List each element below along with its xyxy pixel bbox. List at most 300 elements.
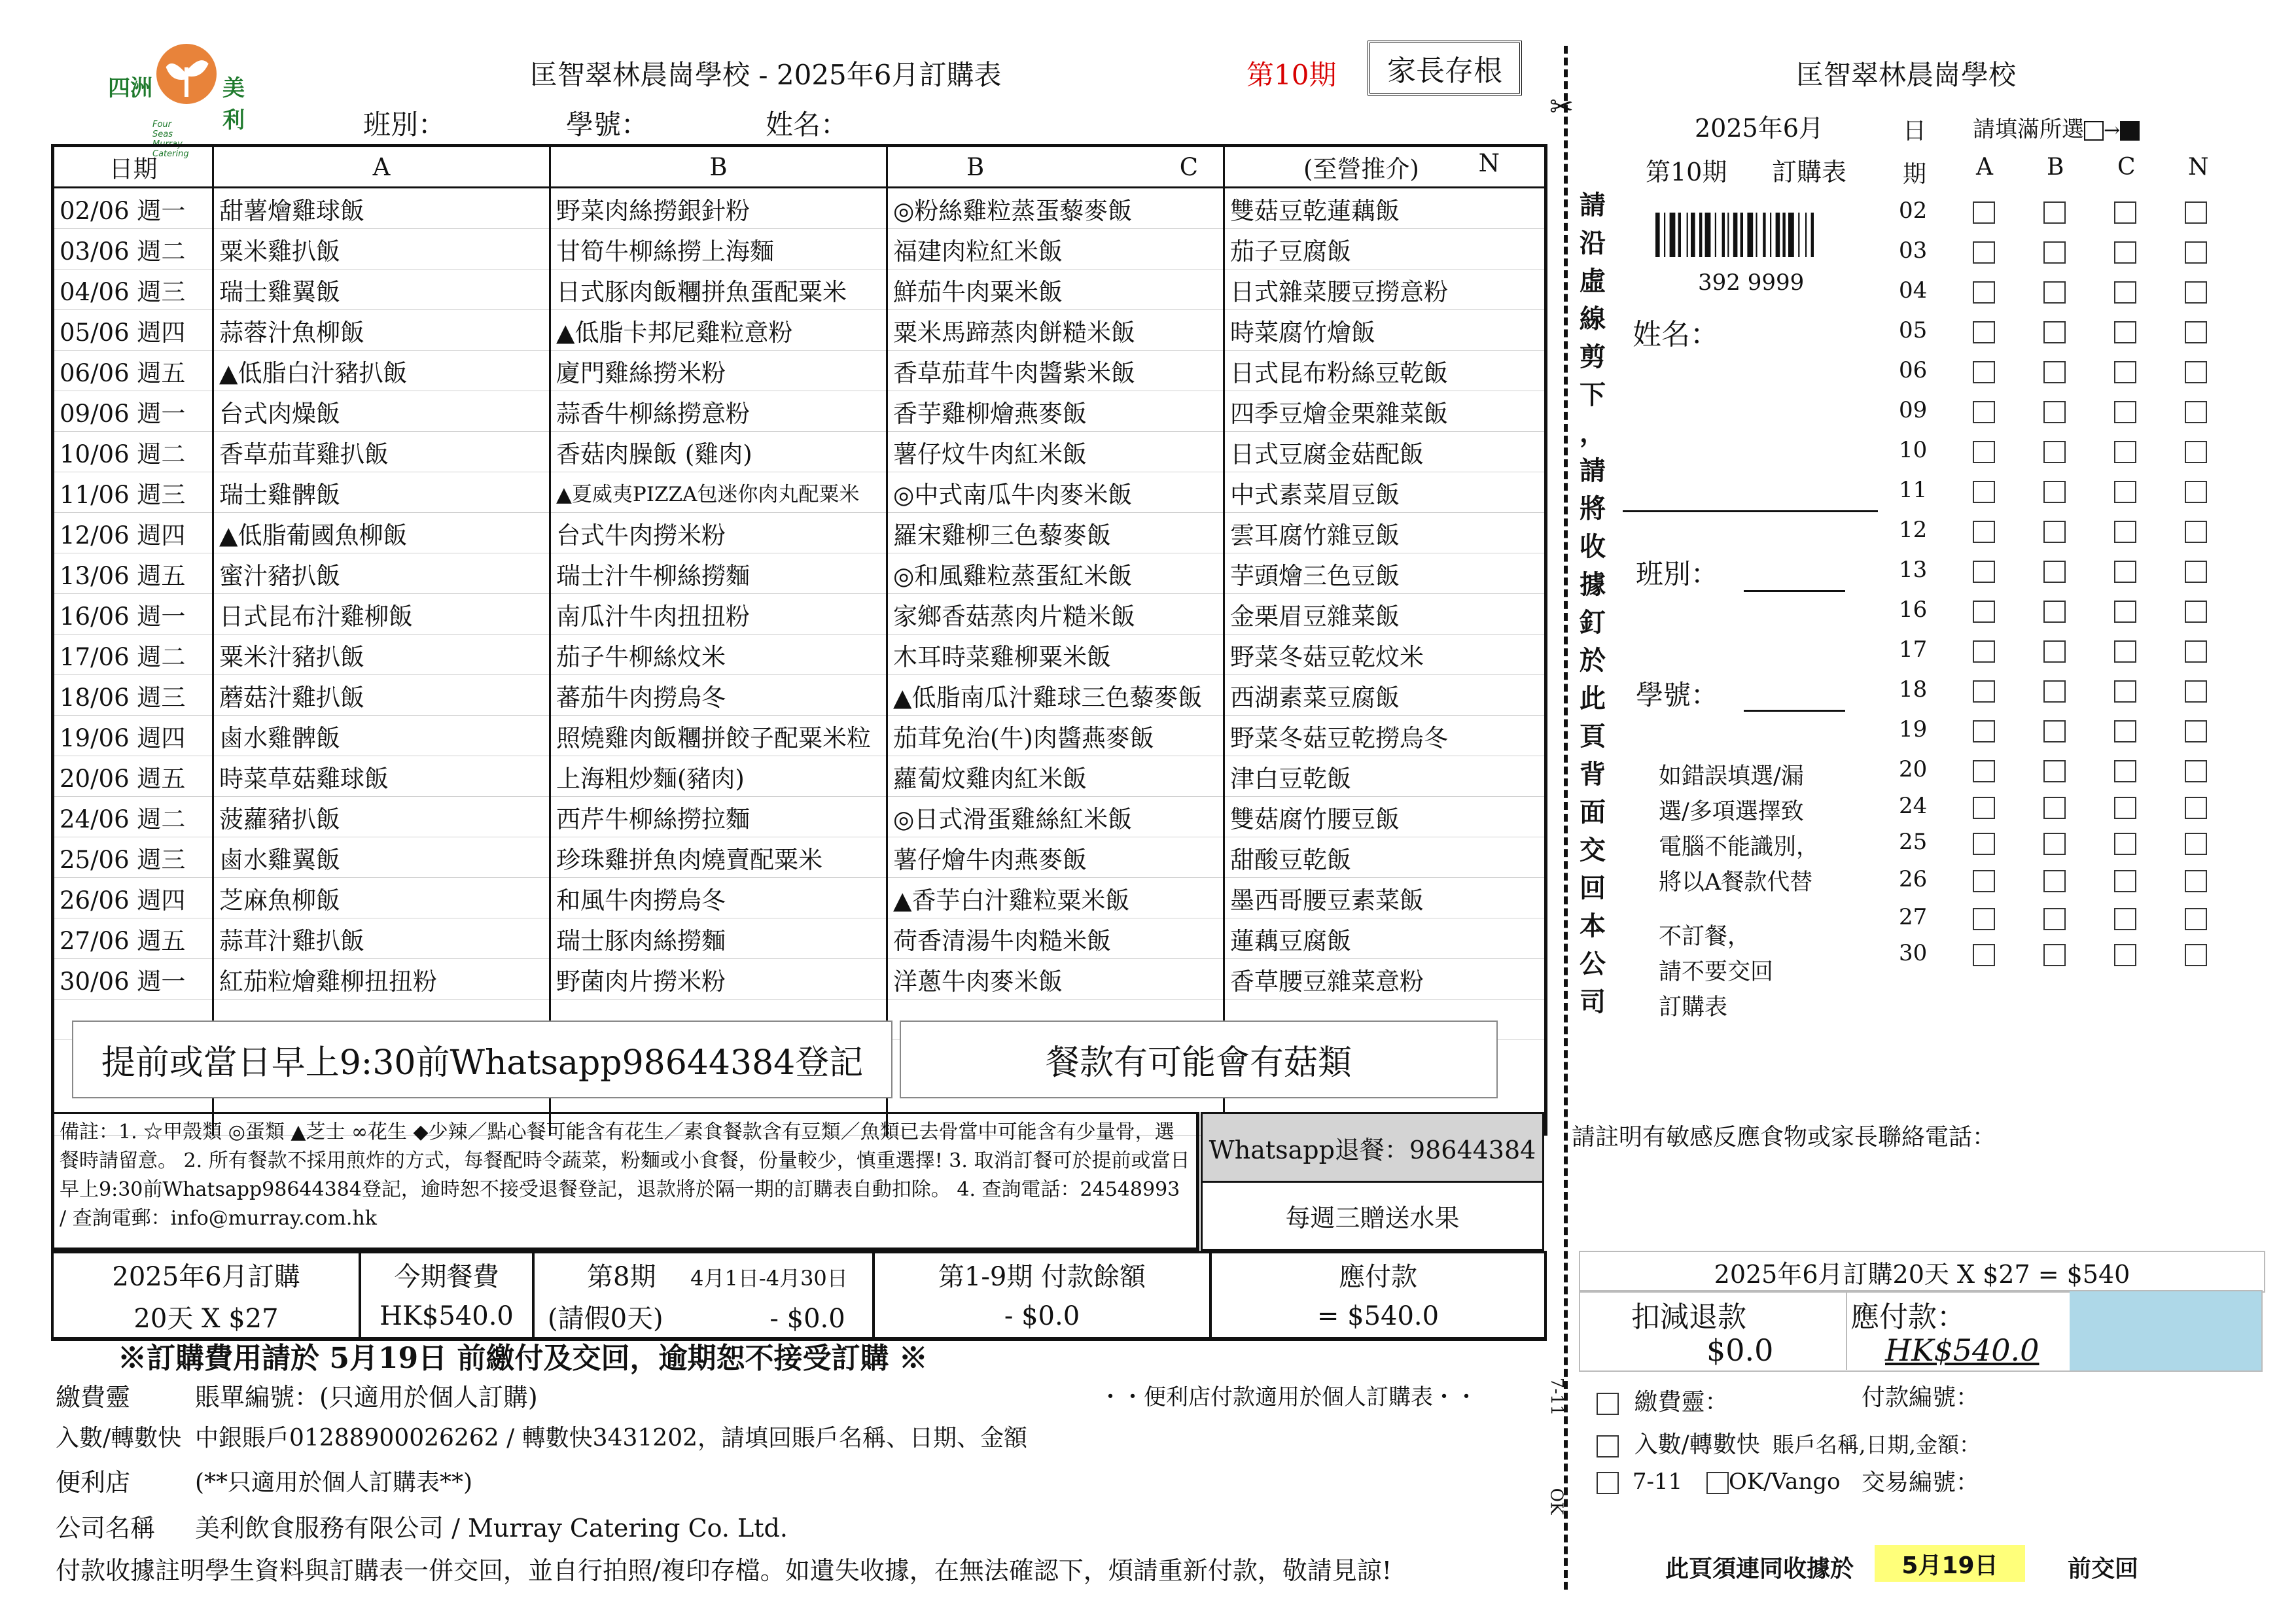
s711-label: 7-11 — [1632, 1469, 1683, 1495]
header-date: 日期 — [53, 146, 213, 188]
class-label: 班別： — [363, 109, 446, 141]
menu-cell-date: 18/06 週三 — [53, 675, 213, 716]
table-row — [53, 513, 1546, 553]
cut-char: 請 — [1580, 190, 1606, 220]
select-checkbox-N[interactable] — [2185, 201, 2207, 224]
barcode-bar — [1678, 213, 1681, 257]
menu-cell-date: 19/06 週四 — [53, 716, 213, 756]
select-checkbox-A[interactable] — [1973, 281, 1995, 304]
menu-cell-c: 福建肉粒紅米飯 — [887, 229, 1224, 270]
noorder-line-1: 不訂餐， — [1659, 924, 1751, 950]
grid-row — [1898, 828, 2212, 860]
menu-cell-date: 30/06 週一 — [53, 959, 213, 1000]
grid-row — [1898, 436, 2212, 468]
menu-cell-n: 野菜冬菇豆乾炆米 — [1224, 635, 1546, 675]
select-checkbox-C[interactable] — [2114, 361, 2136, 383]
grid-row — [1898, 903, 2212, 935]
cut-char: 據 — [1580, 569, 1606, 600]
menu-cell-date: 24/06 週二 — [53, 797, 213, 837]
grid-row — [1898, 555, 2212, 588]
select-checkbox-N[interactable] — [2185, 833, 2207, 855]
menu-cell-a: 蒜茸汁雞扒飯 — [213, 918, 550, 959]
menu-cell-c: ◎中式南瓜牛肉麥米飯 — [887, 472, 1224, 513]
barcode-bar — [1733, 213, 1738, 257]
select-checkbox-N[interactable] — [2185, 720, 2207, 742]
grid-col-N: N — [2188, 154, 2209, 181]
menu-cell-b: 瑞士豚肉絲撈麵 — [550, 918, 887, 959]
select-checkbox-C[interactable] — [2114, 797, 2136, 819]
cut-char: 線 — [1580, 304, 1606, 334]
grid-day-label: 30 — [1899, 940, 1928, 966]
menu-cell-n: 野菜冬菇豆乾撈烏冬 — [1224, 716, 1546, 756]
menu-cell-date: 10/06 週二 — [53, 432, 213, 472]
cut-char: 收 — [1580, 531, 1606, 562]
grid-day-label: 20 — [1899, 756, 1928, 782]
select-checkbox-C[interactable] — [2114, 561, 2136, 583]
notes-box: 備註：1. ☆甲殼類 ◎蛋類 ▲芝士 ∞花生 ◆少辣／點心餐可能含有花生／素食餐款含有豆類／魚類已去骨當中可能含有少量骨，選餐時請留意。 2. 所有餐款不採用煎炸的方式，每餐配時令蔬菜，粉麵或小食餐，份量較少，慎重選擇! 3. 取消訂餐可於提前或當日早上9:30前Whatsapp98644384登記，逾時恕不接受退餐登記，退款將於隔一期的訂購表自動扣除。 4. 查詢電話：24548993 / 查詢電郵：info@murray.com.hk — [51, 1112, 1199, 1251]
select-checkbox-N[interactable] — [2185, 760, 2207, 782]
menu-cell-a: 台式肉燥飯 — [213, 391, 550, 432]
grid-day-label: 10 — [1899, 437, 1928, 463]
select-checkbox-N[interactable] — [2185, 561, 2207, 583]
select-checkbox-C[interactable] — [2114, 760, 2136, 782]
menu-cell-a: 蒜蓉汁魚柳飯 — [213, 310, 550, 351]
header-a: A — [213, 146, 550, 188]
menu-cell-b: ▲夏威夷PIZZA包迷你肉丸配粟米 — [550, 472, 887, 513]
error-note-line-2: 選/多項選擇致 — [1659, 799, 1804, 825]
pps-label: 繳費靈 — [56, 1383, 131, 1412]
table-row — [53, 553, 1546, 594]
stub-period: 第10期 — [1646, 158, 1727, 186]
deduct-label: 扣減退款 — [1631, 1300, 1746, 1334]
barcode-bar — [1727, 213, 1729, 257]
return-prefix: 此頁須連同收據於 — [1665, 1556, 1854, 1582]
select-checkbox-B[interactable] — [2043, 281, 2066, 304]
stub-class-label: 班別： — [1636, 558, 1719, 590]
menu-cell-n: 日式昆布粉絲豆乾飯 — [1224, 351, 1546, 391]
select-checkbox-A[interactable] — [1973, 680, 1995, 703]
select-checkbox-A[interactable] — [1973, 481, 1995, 503]
okvango-checkbox[interactable] — [1706, 1472, 1729, 1494]
select-checkbox-A[interactable] — [1973, 561, 1995, 583]
menu-cell-a: 蜜汁豬扒飯 — [213, 553, 550, 594]
menu-cell-b: 照燒雞肉飯糰拼餃子配粟米粒 — [550, 716, 887, 756]
select-checkbox-A[interactable] — [1973, 241, 1995, 264]
page-title: 匡智翠林晨崗學校 - 2025年6月訂購表 — [530, 59, 1002, 91]
select-checkbox-A[interactable] — [1973, 640, 1995, 663]
grid-row — [1898, 635, 2212, 668]
select-checkbox-C[interactable] — [2114, 680, 2136, 703]
cut-char: 釘 — [1580, 607, 1606, 638]
barcode-bar — [1664, 213, 1665, 257]
cut-char: 本 — [1580, 911, 1606, 941]
menu-cell-n: 蓮藕豆腐飯 — [1224, 918, 1546, 959]
select-checkbox-A[interactable] — [1973, 760, 1995, 782]
table-row — [53, 229, 1546, 270]
cut-char: 沿 — [1580, 228, 1606, 258]
table-row — [53, 188, 1546, 229]
grid-col-B: B — [2047, 154, 2064, 181]
grid-row — [1898, 939, 2212, 971]
header-c-label: B — [966, 152, 985, 181]
select-checkbox-B[interactable] — [2043, 760, 2066, 782]
header-c-note: C — [1179, 152, 1198, 181]
pay-fee-label: 今期餐費 — [360, 1252, 533, 1295]
stub-form: 訂購表 — [1772, 158, 1847, 186]
select-checkbox-A[interactable] — [1973, 521, 1995, 543]
cut-char: 下 — [1580, 379, 1606, 410]
company-logo — [108, 43, 245, 159]
menu-cell-a: ▲低脂白汁豬扒飯 — [213, 351, 550, 391]
select-checkbox-B[interactable] — [2043, 908, 2066, 930]
grid-day-label: 04 — [1899, 277, 1928, 304]
select-checkbox-C[interactable] — [2114, 908, 2136, 930]
whatsapp-cancel: Whatsapp退餐：98644384 — [1201, 1112, 1544, 1183]
grid-row — [1898, 196, 2212, 229]
filled-box-icon — [2120, 121, 2140, 141]
table-row — [53, 918, 1546, 959]
payable-value: HK$540.0 — [1885, 1333, 2040, 1368]
select-checkbox-B[interactable] — [2043, 680, 2066, 703]
select-checkbox-B[interactable] — [2043, 720, 2066, 742]
select-checkbox-N[interactable] — [2185, 361, 2207, 383]
menu-cell-a: 甜薯燴雞球飯 — [213, 188, 550, 229]
store-note: ・・便利店付款適用於個人訂購表・・ — [1099, 1384, 1477, 1410]
select-checkbox-B[interactable] — [2043, 321, 2066, 343]
select-checkbox-B[interactable] — [2043, 521, 2066, 543]
company-value: 美利飲食服務有限公司 / Murray Catering Co. Ltd. — [195, 1514, 788, 1543]
stub-label: 家長存根 — [1368, 41, 1522, 96]
select-checkbox-A[interactable] — [1973, 401, 1995, 423]
table-row — [53, 351, 1546, 391]
student-no-label: 學號： — [566, 109, 649, 141]
select-checkbox-N[interactable] — [2185, 797, 2207, 819]
v-ok-label: OK — [1546, 1488, 1566, 1515]
barcode-bar — [1705, 213, 1711, 257]
logo-text-left: 四洲 — [108, 75, 152, 101]
menu-cell-b: 日式豚肉飯糰拼魚蛋配粟米 — [550, 270, 887, 310]
cut-instruction — [1577, 186, 1608, 1021]
payable-highlight — [2070, 1291, 2261, 1370]
select-checkbox-A[interactable] — [1973, 361, 1995, 383]
pay-fee-value: HK$540.0 — [360, 1295, 533, 1339]
menu-cell-n: 日式雜菜腰豆撈意粉 — [1224, 270, 1546, 310]
stub-month: 2025年6月 — [1695, 114, 1824, 143]
scissors-icon: ✂ — [1549, 90, 1574, 124]
grid-row — [1898, 792, 2212, 824]
payable-label: 應付款： — [1850, 1300, 1966, 1334]
barcode-bar — [1763, 213, 1765, 257]
menu-cell-date: 16/06 週一 — [53, 594, 213, 635]
menu-cell-date: 03/06 週二 — [53, 229, 213, 270]
pay-due-label: 應付款 — [1210, 1252, 1545, 1295]
pay-due-value: = $540.0 — [1210, 1295, 1545, 1339]
name-label: 姓名： — [766, 109, 849, 141]
select-checkbox-C[interactable] — [2114, 281, 2136, 304]
menu-cell-n: 芋頭燴三色豆飯 — [1224, 553, 1546, 594]
select-checkbox-N[interactable] — [2185, 870, 2207, 892]
bank-checkbox[interactable] — [1597, 1435, 1619, 1457]
menu-cell-n: 津白豆乾飯 — [1224, 756, 1546, 797]
menu-cell-c: 鮮茄牛肉粟米飯 — [887, 270, 1224, 310]
select-checkbox-A[interactable] — [1973, 321, 1995, 343]
select-checkbox-C[interactable] — [2114, 870, 2136, 892]
bank-label: 入數/轉數快 — [56, 1425, 182, 1452]
select-checkbox-B[interactable] — [2043, 441, 2066, 463]
table-row — [53, 756, 1546, 797]
menu-cell-b: 茄子牛柳絲炆米 — [550, 635, 887, 675]
menu-cell-n: 香草腰豆雜菜意粉 — [1224, 959, 1546, 1000]
menu-cell-b: 上海粗炒麵(豬肉) — [550, 756, 887, 797]
select-checkbox-B[interactable] — [2043, 201, 2066, 224]
pay-balance-value: - $0.0 — [874, 1295, 1210, 1339]
deadline-note: ※訂購費用請於 5月19日 前繳付及交回，逾期恕不接受訂購 ※ — [118, 1342, 928, 1375]
grid-day-label: 12 — [1899, 517, 1928, 543]
pps-option-label: 繳費靈： — [1634, 1389, 1729, 1416]
studentno-line[interactable] — [1744, 710, 1845, 712]
cut-char: 請 — [1580, 455, 1606, 486]
name-line[interactable] — [1623, 510, 1878, 512]
menu-cell-c: 粟米馬蹄蒸肉餅糙米飯 — [887, 310, 1224, 351]
select-checkbox-B[interactable] — [2043, 833, 2066, 855]
select-checkbox-C[interactable] — [2114, 441, 2136, 463]
select-checkbox-C[interactable] — [2114, 481, 2136, 503]
menu-cell-c: 薯仔燴牛肉燕麥飯 — [887, 837, 1224, 878]
select-checkbox-N[interactable] — [2185, 281, 2207, 304]
barcode-bar — [1670, 213, 1676, 257]
select-checkbox-C[interactable] — [2114, 401, 2136, 423]
menu-cell-n: 茄子豆腐飯 — [1224, 229, 1546, 270]
s711-checkbox[interactable] — [1597, 1472, 1619, 1494]
bank-option-label: 入數/轉數快 — [1634, 1431, 1760, 1458]
grid-row — [1898, 515, 2212, 548]
table-row — [53, 837, 1546, 878]
menu-cell-a: ▲低脂葡國魚柳飯 — [213, 513, 550, 553]
menu-cell-c: ◎和風雞粒蒸蛋紅米飯 — [887, 553, 1224, 594]
barcode-bar — [1798, 213, 1799, 257]
grid-row — [1898, 236, 2212, 269]
menu-cell-c: ◎日式滑蛋雞絲紅米飯 — [887, 797, 1224, 837]
barcode-bar — [1699, 213, 1702, 257]
pps-checkbox[interactable] — [1597, 1393, 1619, 1415]
menu-cell-a: 瑞士雞翼飯 — [213, 270, 550, 310]
select-checkbox-C[interactable] — [2114, 601, 2136, 623]
select-checkbox-C[interactable] — [2114, 720, 2136, 742]
pay-order-value: 20天 X $27 — [52, 1295, 360, 1339]
stub-day-header-1: 日 — [1903, 118, 1927, 145]
grid-day-label: 09 — [1899, 397, 1928, 423]
menu-cell-n: 時菜腐竹燴飯 — [1224, 310, 1546, 351]
select-checkbox-B[interactable] — [2043, 870, 2066, 892]
select-checkbox-B[interactable] — [2043, 481, 2066, 503]
return-date: 5月19日 — [1875, 1545, 2025, 1582]
menu-cell-c: 薯仔炆牛肉紅米飯 — [887, 432, 1224, 472]
menu-cell-date: 27/06 週五 — [53, 918, 213, 959]
select-checkbox-N[interactable] — [2185, 401, 2207, 423]
select-checkbox-C[interactable] — [2114, 321, 2136, 343]
barcode-icon — [1655, 213, 1865, 257]
table-row — [53, 959, 1546, 1000]
grid-day-label: 26 — [1899, 866, 1928, 892]
select-checkbox-A[interactable] — [1973, 720, 1995, 742]
menu-cell-n: 雲耳腐竹雜豆飯 — [1224, 513, 1546, 553]
grid-row — [1898, 715, 2212, 748]
cut-char: 公 — [1580, 949, 1606, 979]
grid-col-A: A — [1976, 154, 1993, 181]
select-checkbox-C[interactable] — [2114, 241, 2136, 264]
select-checkbox-A[interactable] — [1973, 944, 1995, 966]
return-suffix: 前交回 — [2068, 1556, 2139, 1582]
select-checkbox-B[interactable] — [2043, 797, 2066, 819]
menu-cell-date: 06/06 週五 — [53, 351, 213, 391]
menu-cell-a: 香草茄茸雞扒飯 — [213, 432, 550, 472]
menu-cell-b: 珍珠雞拼魚肉燒賣配粟米 — [550, 837, 887, 878]
select-checkbox-N[interactable] — [2185, 441, 2207, 463]
select-checkbox-B[interactable] — [2043, 241, 2066, 264]
grid-day-label: 19 — [1899, 716, 1928, 742]
select-checkbox-N[interactable] — [2185, 521, 2207, 543]
barcode-bar — [1747, 213, 1753, 257]
grid-day-label: 25 — [1899, 829, 1928, 855]
header-n — [1224, 146, 1546, 188]
select-checkbox-A[interactable] — [1973, 201, 1995, 224]
select-checkbox-A[interactable] — [1973, 870, 1995, 892]
cut-char: 交 — [1580, 835, 1606, 865]
stub-school: 匡智翠林晨崗學校 — [1796, 59, 2017, 91]
grid-day-label: 13 — [1899, 557, 1928, 583]
stub-studentno-label: 學號： — [1636, 679, 1719, 711]
select-checkbox-A[interactable] — [1973, 833, 1995, 855]
select-checkbox-N[interactable] — [2185, 908, 2207, 930]
menu-cell-a: 鹵水雞翼飯 — [213, 837, 550, 878]
table-row — [53, 270, 1546, 310]
table-row — [53, 635, 1546, 675]
menu-cell-n: 西湖素菜豆腐飯 — [1224, 675, 1546, 716]
table-row — [53, 594, 1546, 635]
menu-cell-a: 瑞士雞髀飯 — [213, 472, 550, 513]
grid-row — [1898, 755, 2212, 788]
grid-row — [1898, 476, 2212, 508]
menu-cell-n: 四季豆燴金栗雜菜飯 — [1224, 391, 1546, 432]
cut-char: 虛 — [1580, 266, 1606, 296]
menu-cell-b: 廈門雞絲撈米粉 — [550, 351, 887, 391]
barcode-bar — [1776, 213, 1780, 257]
order-summary: 2025年6月訂購20天 X $27 = $540 — [1579, 1251, 2265, 1293]
menu-cell-date: 11/06 週三 — [53, 472, 213, 513]
select-checkbox-N[interactable] — [2185, 944, 2207, 966]
barcode-bar — [1740, 213, 1743, 257]
menu-cell-date: 26/06 週四 — [53, 878, 213, 918]
barcode-bar — [1691, 213, 1695, 257]
select-checkbox-A[interactable] — [1973, 797, 1995, 819]
menu-cell-date: 04/06 週三 — [53, 270, 213, 310]
stub-name-label: 姓名： — [1633, 318, 1719, 351]
cut-line — [1564, 46, 1568, 1590]
pay-no-label: 付款編號： — [1862, 1384, 1980, 1411]
select-checkbox-A[interactable] — [1973, 908, 1995, 930]
select-checkbox-N[interactable] — [2185, 321, 2207, 343]
cut-char: 將 — [1580, 493, 1606, 524]
barcode-bar — [1805, 213, 1807, 257]
pps-option — [1597, 1384, 1728, 1417]
deduct-value: $0.0 — [1706, 1333, 1774, 1368]
fruit-note: 每週三贈送水果 — [1201, 1183, 1544, 1251]
cut-char: 此 — [1580, 683, 1606, 714]
table-row — [53, 675, 1546, 716]
grid-row — [1898, 356, 2212, 389]
fill-instruction — [1973, 111, 2140, 143]
menu-cell-n: 日式豆腐金菇配飯 — [1224, 432, 1546, 472]
allergy-note: 請註明有敏感反應食物或家長聯絡電話： — [1572, 1124, 1996, 1151]
cut-char: 司 — [1580, 986, 1606, 1017]
select-checkbox-B[interactable] — [2043, 361, 2066, 383]
select-checkbox-B[interactable] — [2043, 640, 2066, 663]
select-checkbox-A[interactable] — [1973, 601, 1995, 623]
menu-cell-c: 羅宋雞柳三色藜麥飯 — [887, 513, 1224, 553]
select-checkbox-N[interactable] — [2185, 640, 2207, 663]
pay-leave-days: (請假0天) — [548, 1303, 663, 1334]
menu-cell-date: 20/06 週五 — [53, 756, 213, 797]
barcode-bar — [1655, 213, 1660, 257]
select-checkbox-N[interactable] — [2185, 601, 2207, 623]
select-checkbox-B[interactable] — [2043, 561, 2066, 583]
final-note: 付款收據註明學生資料與訂購表一併交回，並自行拍照/複印存檔。如遺失收據，在無法確認下，煩請重新付款，敬請見諒! — [56, 1556, 1392, 1585]
menu-header-row — [53, 146, 1546, 188]
menu-cell-n: 雙菇豆乾蓮藕飯 — [1224, 188, 1546, 229]
logo-leaf-icon — [154, 41, 219, 107]
barcode-bar — [1722, 213, 1725, 257]
bank-info-label: 賬戶名稱,日期,金額： — [1773, 1432, 1981, 1457]
store-label: 便利店 — [56, 1468, 131, 1497]
select-checkbox-B[interactable] — [2043, 601, 2066, 623]
class-line[interactable] — [1744, 590, 1845, 592]
pay-order-label: 2025年6月訂購 — [52, 1252, 360, 1295]
menu-cell-a: 菠蘿豬扒飯 — [213, 797, 550, 837]
select-checkbox-A[interactable] — [1973, 441, 1995, 463]
select-checkbox-C[interactable] — [2114, 833, 2136, 855]
select-checkbox-N[interactable] — [2185, 241, 2207, 264]
grid-row — [1898, 396, 2212, 428]
pay-prev-label: 第8期 — [587, 1261, 656, 1292]
grid-day-label: 24 — [1899, 793, 1928, 819]
pay-prev-period — [533, 1252, 874, 1295]
error-note-line-1: 如錯誤填選/漏 — [1659, 763, 1804, 790]
menu-cell-a: 蘑菇汁雞扒飯 — [213, 675, 550, 716]
grid-row — [1898, 865, 2212, 898]
select-checkbox-B[interactable] — [2043, 401, 2066, 423]
bank-option — [1597, 1426, 1981, 1459]
select-checkbox-C[interactable] — [2114, 201, 2136, 224]
select-checkbox-C[interactable] — [2114, 640, 2136, 663]
menu-cell-b: 野菌肉片撈米粉 — [550, 959, 887, 1000]
menu-cell-b: 香菇肉臊飯 (雞肉) — [550, 432, 887, 472]
select-checkbox-C[interactable] — [2114, 944, 2136, 966]
error-note-line-3: 電腦不能識別， — [1659, 834, 1820, 860]
barcode-bar — [1788, 213, 1794, 257]
txn-label: 交易編號： — [1862, 1469, 1980, 1496]
select-checkbox-N[interactable] — [2185, 481, 2207, 503]
menu-table — [51, 144, 1547, 1136]
select-checkbox-B[interactable] — [2043, 944, 2066, 966]
grid-day-label: 06 — [1899, 357, 1928, 383]
select-checkbox-C[interactable] — [2114, 521, 2136, 543]
grid-row — [1898, 276, 2212, 309]
menu-cell-b: 西芹牛柳絲撈拉麵 — [550, 797, 887, 837]
menu-cell-b: 瑞士汁牛柳絲撈麵 — [550, 553, 887, 594]
menu-cell-a: 日式昆布汁雞柳飯 — [213, 594, 550, 635]
select-checkbox-N[interactable] — [2185, 680, 2207, 703]
cut-char: 面 — [1580, 797, 1606, 828]
